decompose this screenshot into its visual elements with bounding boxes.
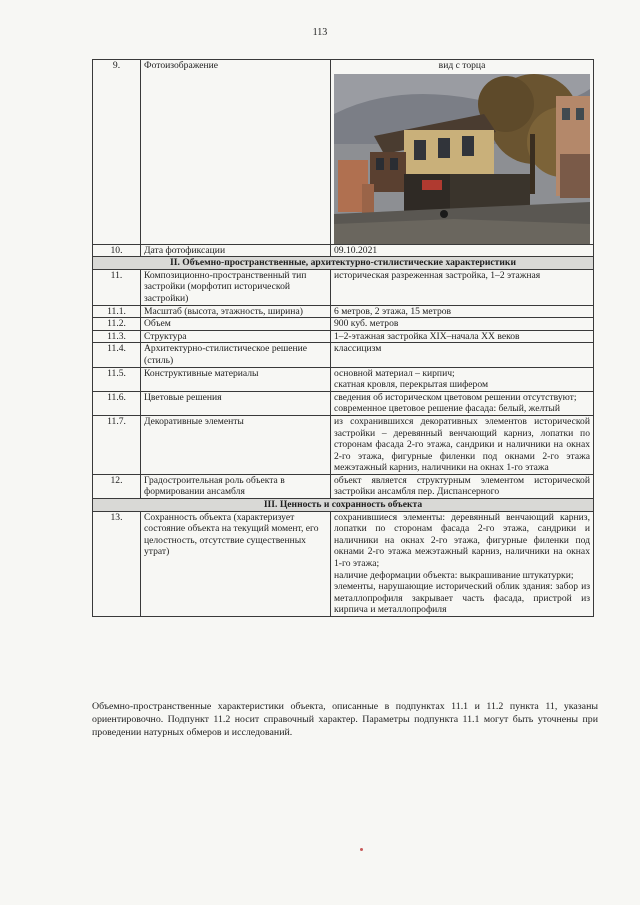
row-number: 11.1.	[93, 305, 141, 318]
page-number: 113	[312, 27, 328, 38]
value-line: основной материал – кирпич;	[334, 367, 455, 379]
table-row	[93, 343, 594, 367]
row-name: Масштаб (высота, этажность, ширина)	[141, 305, 331, 318]
table-row	[93, 318, 594, 331]
row-name: Фотоизображение	[141, 60, 331, 245]
footnote: Объемно-пространственные характеристики объекта, описанные в подпунктах 11.1 и 11.2 пункта 11, указаны ориентировочно. Подпункт 11.2 носит справочный характер. Параметры подпункта 11.1 могут быть уточнены при проведении натурных обмеров и исследований.	[92, 701, 598, 739]
row-name: Структура	[141, 330, 331, 343]
section-row	[93, 257, 594, 270]
row-number: 11.	[93, 269, 141, 305]
row-name: Объем	[141, 318, 331, 331]
table-row	[93, 305, 594, 318]
row-number: 11.2.	[93, 318, 141, 331]
row-number: 9.	[93, 60, 141, 245]
value-line: элементы, нарушающие исторический облик здания: забор из металлопрофиля закрывает часть фасада, пристрой из кирпича и металлопрофиля	[334, 581, 590, 616]
row-number: 13.	[93, 511, 141, 616]
table-row	[93, 391, 594, 415]
row-number: 10.	[93, 244, 141, 257]
row-value: 1–2-этажная застройка XIX–начала XX веков	[331, 330, 594, 343]
row-number: 11.7.	[93, 415, 141, 474]
value-line: сведения об историческом цветовом решении отсутствуют;	[334, 391, 577, 403]
row-value	[331, 367, 594, 391]
red-mark	[360, 848, 363, 851]
row-name: Конструктивные материалы	[141, 367, 331, 391]
row-number: 11.5.	[93, 367, 141, 391]
row-name: Сохранность объекта (характеризует состояние объекта на текущий момент, его целостность, отсутствие существенных утрат)	[141, 511, 331, 616]
row-name: Архитектурно-стилистическое решение (стиль)	[141, 343, 331, 367]
row-name: Цветовые решения	[141, 391, 331, 415]
row-value	[331, 391, 594, 415]
value-line: скатная кровля, перекрытая шифером	[334, 379, 489, 391]
value-line: сохранившиеся элементы: деревянный венчающий карниз, лопатки по сторонам фасада 2-го этажа, сандрики и наличники на окнах 2-го этажа, фигурные филенки под окнами 2-го этажа межэтажный карниз, наличники на окнах 1-го этажа;	[334, 511, 590, 570]
value-line: современное цветовое решение фасада: белый, желтый	[334, 403, 561, 415]
row-value: 09.10.2021	[331, 244, 594, 257]
row-value: объект является структурным элементом исторической застройки ансамбля пер. Диспансерного	[331, 474, 594, 498]
section-row	[93, 499, 594, 512]
row-name: Декоративные элементы	[141, 415, 331, 474]
table-row	[93, 474, 594, 498]
row-value	[331, 511, 594, 616]
value-line: наличие деформации объекта: выкрашивание штукатурки;	[334, 569, 574, 581]
table-row	[93, 367, 594, 391]
row-value: историческая разреженная застройка, 1–2 этажная	[331, 269, 594, 305]
row-name: Композиционно-пространственный тип застройки (морфотип исторической застройки)	[141, 269, 331, 305]
table-row	[93, 60, 594, 245]
table-row	[93, 269, 594, 305]
row-number: 12.	[93, 474, 141, 498]
row-number: 11.6.	[93, 391, 141, 415]
row-name: Градостроительная роль объекта в формировании ансамбля	[141, 474, 331, 498]
section-title: II. Объемно-пространственные, архитектурно-стилистические характеристики	[93, 257, 594, 270]
table-row	[93, 415, 594, 474]
photo-caption: вид с торца	[438, 60, 486, 71]
row-value: 900 куб. метров	[331, 318, 594, 331]
building-photo	[334, 74, 590, 244]
row-number: 11.4.	[93, 343, 141, 367]
table-row	[93, 244, 594, 257]
row-value: классицизм	[331, 343, 594, 367]
row-name: Дата фотофиксации	[141, 244, 331, 257]
table-row	[93, 330, 594, 343]
table-row	[93, 511, 594, 616]
section-title: III. Ценность и сохранность объекта	[93, 499, 594, 512]
passport-table	[92, 59, 594, 617]
row-value: 6 метров, 2 этажа, 15 метров	[331, 305, 594, 318]
row-number: 11.3.	[93, 330, 141, 343]
photo-cell	[331, 60, 594, 245]
row-value: из сохранившихся декоративных элементов исторической застройки – деревянный венчающий карниз, лопатки по сторонам фасада 2-го этажа, сандрики и наличники на окнах 2-го этажа, фигурные филенки под окнами 2-го этажа межэтажный карниз, наличники на окнах 1-го этажа	[331, 415, 594, 474]
